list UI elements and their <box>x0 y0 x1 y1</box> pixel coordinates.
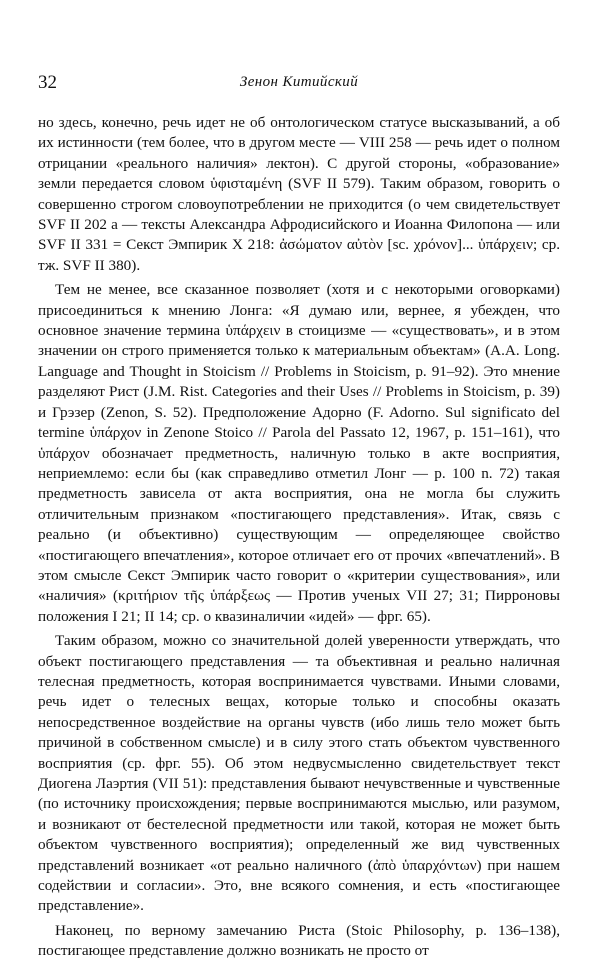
running-title: Зенон Китийский <box>239 74 359 90</box>
page-number: 32 <box>38 72 57 93</box>
page-header <box>38 72 560 98</box>
paragraph: Тем не менее, все сказанное позволяет (хотя и с некоторыми оговорками) присоединиться к мнению Лонга: «Я думаю или, вернее, я убежден, что основное значение термина ὑπάρχειν в стоицизме — «существовать», и в этом значении он строго применяется только к материальным объектам» (A.A. Long. Language and Thought in Stoicism // Problems in Stoicism, p. 91–92). Это мнение разделяют Рист (J.M. Rist. Categories and their Uses // Problems in Stoicism, p. 39) и Грэзер (Zenon, S. 52). Предположение Адорно (F. Adorno. Sul significato del termine ὑπάρχον in Zenone Stoico // Parola del Passato 12, 1967, p. 151–161), что ὑπάρχον обозначает предметность, наличную только в акте восприятия, неприемлемо: если бы (как справедливо отметил Лонг — p. 100 n. 72) такая предметность зависела от акта восприятия, она не могла бы служить отличительным признаком «постигающего представления». Итак, связь с реально (и объективно) существующим — определяющее свойство «постигающего впечатления», которое отличает его от прочих «впечатлений». В этом смысле Секст Эмпирик часто говорит о «критерии существования», или «наличия» (κριτήριον τῆς ὑπάρξεως — Против ученых VII 27; 31; Пирроновы положения I 21; II 14; ср. о квазиналичии «идей» — фрг. 65). <box>38 281 560 625</box>
paragraph: Таким образом, можно со значительной долей уверенности утверждать, что объект постигающего представления — та объективная и реально наличная телесная предметность, которая воспринимается чувствами. Иными словами, речь идет о телесных вещах, которые только и способны оказать непосредственное воздействие на органы чувств (ибо лишь тело может быть причиной в собственном смысле) и в силу этого стать объектом чувственного восприятия (ср. фрг. 55). Об этом недвусмысленно свидетельствует текст Диогена Лаэртия (VII 51): представления бывают нечувственные и чувственные (по источнику происхождения; первые воспринимаются мыслью, или разумом, и возникают от бестелесной предметности или такой, которая не может быть объектом чувственного восприятия); определенный же вид чувственных представлений возникает «от реально наличного (ἀπὸ ὑπαρχόντων) при нашем содействии и согласии». Это, вне всякого сомнения, и есть «постигающее представление». <box>38 632 560 915</box>
paragraph: Наконец, по верному замечанию Риста (Stoic Philosophy, p. 136–138), постигающее представление должно возникать не просто от <box>38 921 560 960</box>
body-text <box>38 113 560 966</box>
paragraph: но здесь, конечно, речь идет не об онтологическом статусе высказываний, а об их истинности (тем более, что в другом месте — VIII 258 — речь идет о полном отрицании «реального наличия» лектон). С другой стороны, «образование» земли передается словом ὑφισταμένη (SVF II 579). Таким образом, говорить о совершенно строгом словоупотреблении не приходится (о чем свидетельствует SVF II 202 a — тексты Александра Афродисийского и Иоанна Филопона — или SVF II 331 = Секст Эмпирик X 218: ἀσώματον αὐτὸν [sc. χρόνον]... ὑπάρχειν; ср. тж. SVF II 380). <box>38 114 560 274</box>
